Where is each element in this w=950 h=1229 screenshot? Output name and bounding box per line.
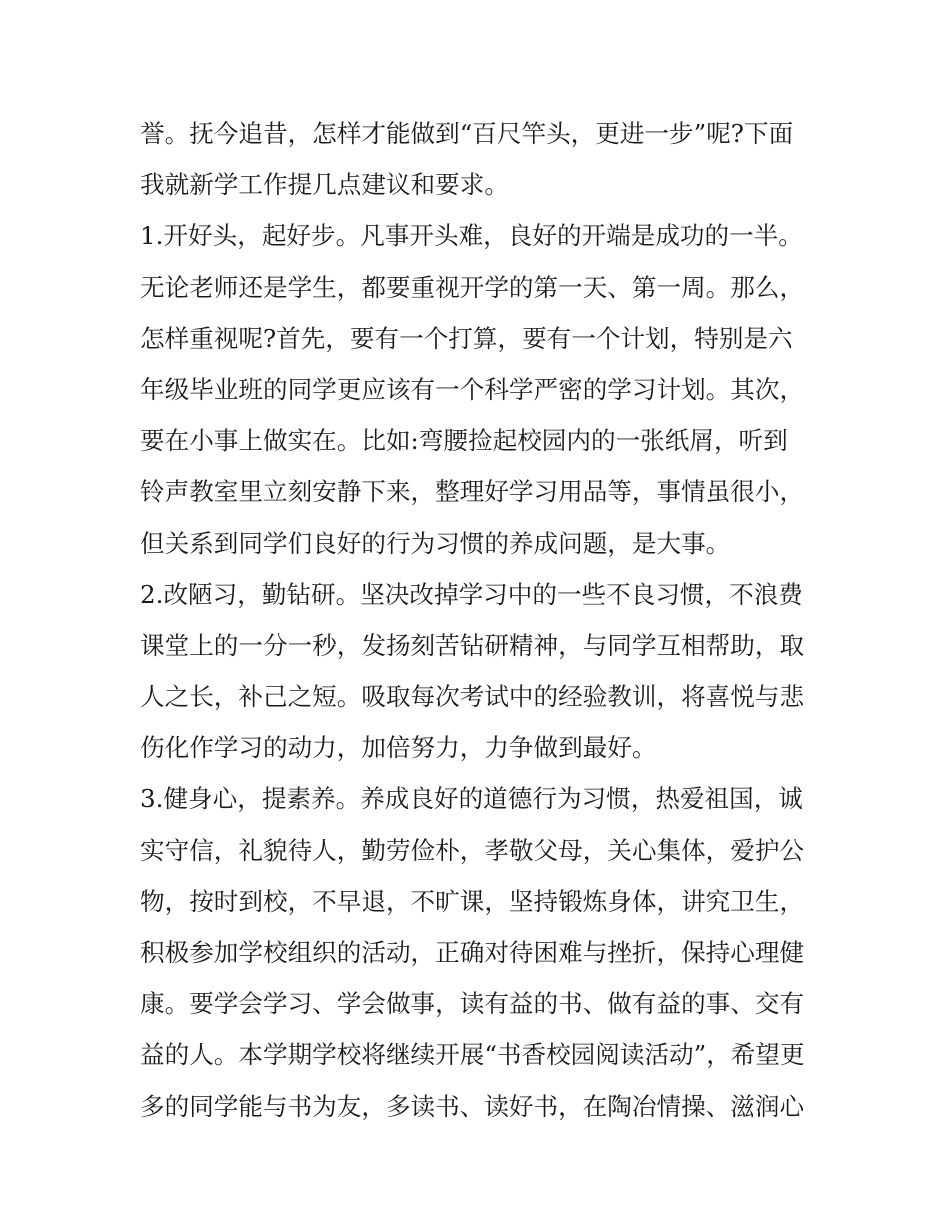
text-line: 2.改陋习，勤钻研。坚决改掉学习中的一些不良习惯，不浪费 bbox=[140, 579, 803, 609]
text-line: 多的同学能与书为友，多读书、读好书，在陶冶情操、滋润心 bbox=[140, 1091, 805, 1121]
body-text bbox=[140, 108, 820, 1132]
text-line: 人之长，补己之短。吸取每次考试中的经验教训，将喜悦与悲 bbox=[140, 682, 805, 712]
text-line: 誉。抚今追昔，怎样才能做到“百尺竿头，更进一步”呢?下面 bbox=[140, 119, 794, 148]
text-line: 物，按时到校，不早退，不旷课，坚持锻炼身体，讲究卫生， bbox=[140, 886, 805, 916]
text-line: 年级毕业班的同学更应该有一个科学严密的学习计划。其次， bbox=[140, 374, 805, 404]
text-line: 我就新学工作提几点建议和要求。 bbox=[140, 170, 509, 200]
text-line: 1.开好头，起好步。凡事开头难，良好的开端是成功的一半。 bbox=[140, 221, 803, 251]
text-line: 怎样重视呢?首先，要有一个打算，要有一个计划，特别是六 bbox=[140, 323, 793, 353]
text-line: 要在小事上做实在。比如:弯腰捡起校园内的一张纸屑，听到 bbox=[140, 426, 788, 456]
text-line: 但关系到同学们良好的行为习惯的养成问题，是大事。 bbox=[140, 528, 731, 558]
text-line: 3.健身心，提素养。养成良好的道德行为习惯，热爱祖国，诚 bbox=[140, 784, 803, 814]
text-line: 铃声教室里立刻安静下来，整理好学习用品等，事情虽很小， bbox=[140, 477, 805, 507]
text-line: 无论老师还是学生，都要重视开学的第一天、第一周。那么， bbox=[140, 272, 805, 302]
text-line: 实守信，礼貌待人，勤劳俭朴，孝敬父母，关心集体，爱护公 bbox=[140, 835, 805, 865]
text-line: 康。要学会学习、学会做事，读有益的书、做有益的事、交有 bbox=[140, 989, 805, 1019]
text-line: 积极参加学校组织的活动，正确对待困难与挫折，保持心理健 bbox=[140, 938, 805, 967]
text-line: 课堂上的一分一秒，发扬刻苦钻研精神，与同学互相帮助，取 bbox=[140, 630, 805, 660]
text-line: 益的人。本学期学校将继续开展“书香校园阅读活动”，希望更 bbox=[140, 1040, 805, 1070]
text-line: 伤化作学习的动力，加倍努力，力争做到最好。 bbox=[140, 733, 657, 763]
